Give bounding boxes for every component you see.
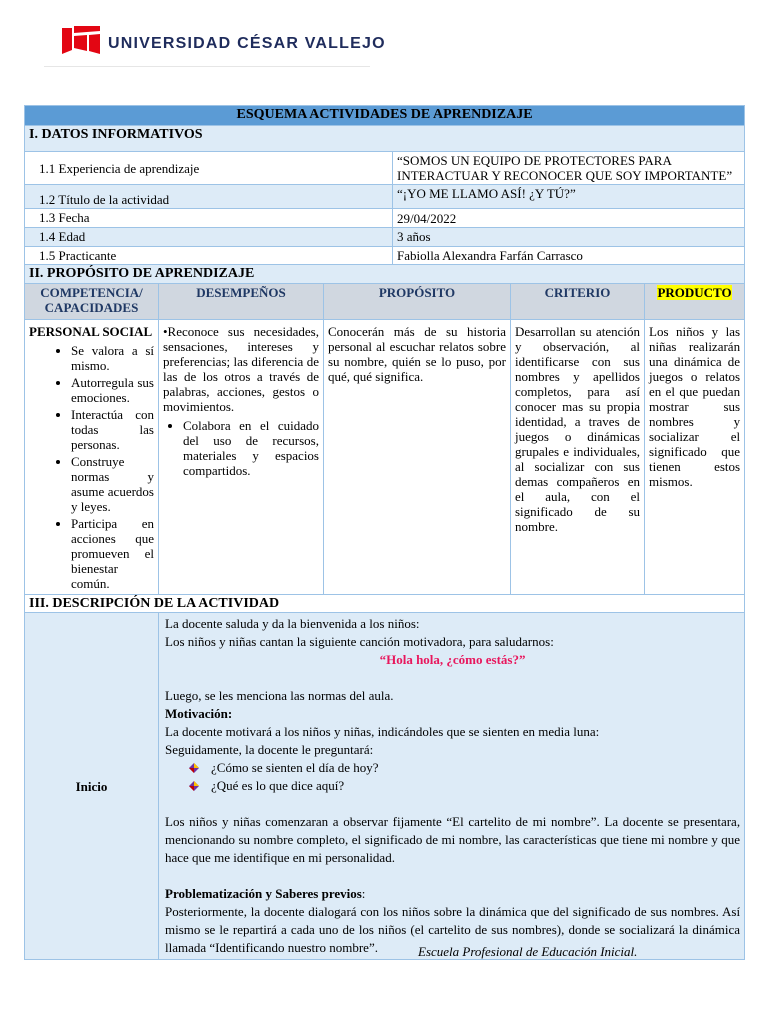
logo-text: UNIVERSIDAD CÉSAR VALLEJO: [108, 35, 386, 52]
capacidad-item: • Interactúa con todas las personas.: [71, 407, 154, 452]
datos-label: 1.3 Fecha: [25, 209, 393, 228]
datos-label: 1.2 Título de la actividad: [25, 185, 393, 209]
university-logo: [44, 16, 386, 67]
proposito-cell: Conocerán más de su historia personal al escuchar relatos sobre su nombre, quién se lo puso, por qué, qué significa.: [324, 320, 511, 595]
datos-label: 1.4 Edad: [25, 228, 393, 247]
competencia-cell: [25, 320, 159, 595]
song-title: “Hola hola, ¿cómo estás?”: [379, 652, 526, 667]
capacidad-item: • Construye normas y asume acuerdos y leyes.: [71, 454, 154, 514]
datos-value: 29/04/2022: [393, 209, 745, 228]
phase-label: Inicio: [25, 613, 159, 960]
col-header-competencia: COMPETENCIA/ CAPACIDADES: [25, 284, 159, 320]
activity-line: Los niños y niñas cantan la siguiente canción motivadora, para saludarnos:: [165, 634, 554, 649]
datos-value: “¡YO ME LLAMO ASÍ! ¿Y TÚ?”: [393, 185, 745, 209]
problematizacion-heading: [165, 885, 740, 903]
section-datos-informativos: I. DATOS INFORMATIVOS: [25, 126, 745, 152]
ucv-shield-icon: [60, 24, 102, 56]
activity-line: La docente motivará a los niños y niñas, indicándoles que se sienten en media luna:: [165, 724, 600, 739]
activity-paragraph: Posteriormente, la docente dialogará con los niños sobre la dinámica que del significado de sus nombres. Así mismo se le repartirá a cada uno de los niños (el cartelito de sus nombres), donde se socializará la dinámica llamada “Identificando nuestro nombre”.: [165, 904, 741, 955]
producto-highlight: PRODUCTO: [657, 285, 732, 300]
question-item: [189, 759, 740, 777]
datos-value: Fabiolla Alexandra Farfán Carrasco: [393, 247, 745, 265]
desempenos-cell: [159, 320, 324, 595]
datos-value: “SOMOS UN EQUIPO DE PROTECTORES PARA INTERACTUAR Y RECONOCER QUE SOY IMPORTANTE”: [393, 152, 745, 185]
question-text: ¿Cómo se sienten el día de hoy?: [211, 760, 379, 775]
activity-schema-table: [24, 105, 745, 960]
activity-line: Seguidamente, la docente le preguntará:: [165, 742, 374, 757]
question-text: ¿Qué es lo que dice aquí?: [211, 778, 345, 793]
desempenos-list: [163, 418, 319, 478]
schema-title: ESQUEMA ACTIVIDADES DE APRENDIZAJE: [25, 106, 745, 126]
diamond-bullet-icon: [189, 781, 199, 791]
capacidad-item: • Participa en acciones que promueven el bienestar común.: [71, 516, 154, 591]
col-header-producto: [645, 284, 745, 320]
criterio-cell: Desarrollan su atención y observación, al identificarse con sus nombres y apellidos completos, para así conocer mas su propia identidad, a traves de juegos o dinámicas grupales e individuales, al socializar con sus demas compañeros en el aula, con el significado de su nombre.: [511, 320, 645, 595]
datos-value: 3 años: [393, 228, 745, 247]
motivacion-heading: Motivación:: [165, 706, 233, 721]
problematizacion-colon: :: [361, 886, 366, 901]
desempeno-item: • Colabora en el cuidado del uso de recursos, materiales y espacios compartidos.: [183, 418, 319, 478]
col-header-proposito: PROPÓSITO: [324, 284, 511, 320]
datos-label: 1.5 Practicante: [25, 247, 393, 265]
datos-label: 1.1 Experiencia de aprendizaje: [25, 152, 393, 185]
diamond-bullet-icon: [189, 763, 199, 773]
section-proposito: II. PROPÓSITO DE APRENDIZAJE: [25, 265, 745, 284]
spacer: [165, 867, 740, 885]
spacer: [165, 669, 740, 687]
activity-paragraph: Los niños y niñas comenzaran a observar fijamente “El cartelito de mi nombre”. La docente se presentara, mencionando su nombre completo, el significado de mi nombre, las características que tiene mi nombre y que hace que me identifique en mi personalidad.: [165, 814, 741, 865]
capacidades-list: [29, 343, 154, 591]
actividad-description: [159, 613, 745, 960]
col-header-desempenos: DESEMPEÑOS: [159, 284, 324, 320]
capacidad-item: • Autorregula sus emociones.: [71, 375, 154, 405]
questions-list: [165, 759, 740, 795]
col-header-criterio: CRITERIO: [511, 284, 645, 320]
problematizacion-title: Problematización y Saberes previos: [165, 886, 362, 901]
activity-line: La docente saluda y da la bienvenida a los niños:: [165, 616, 420, 631]
competencia-title: PERSONAL SOCIAL: [29, 324, 153, 339]
section-descripcion: III. DESCRIPCIÓN DE LA ACTIVIDAD: [25, 595, 745, 613]
producto-cell: Los niños y las niñas realizarán una dinámica de juegos o relatos en el que puedan mostrar sus nombres y socializar el significado que tienen estos mismos.: [645, 320, 745, 595]
capacidad-item: • Se valora a sí mismo.: [71, 343, 154, 373]
desempeno-item: •Reconoce sus necesidades, sensaciones, intereses y preferencias; las diferencia de las de los otros a través de palabras, acciones, gestos o movimientos.: [163, 324, 319, 414]
footer-text: Escuela Profesional de Educación Inicial.: [418, 944, 638, 959]
question-item: [189, 777, 740, 795]
spacer: [165, 795, 740, 813]
activity-line: Luego, se les menciona las normas del aula.: [165, 688, 394, 703]
